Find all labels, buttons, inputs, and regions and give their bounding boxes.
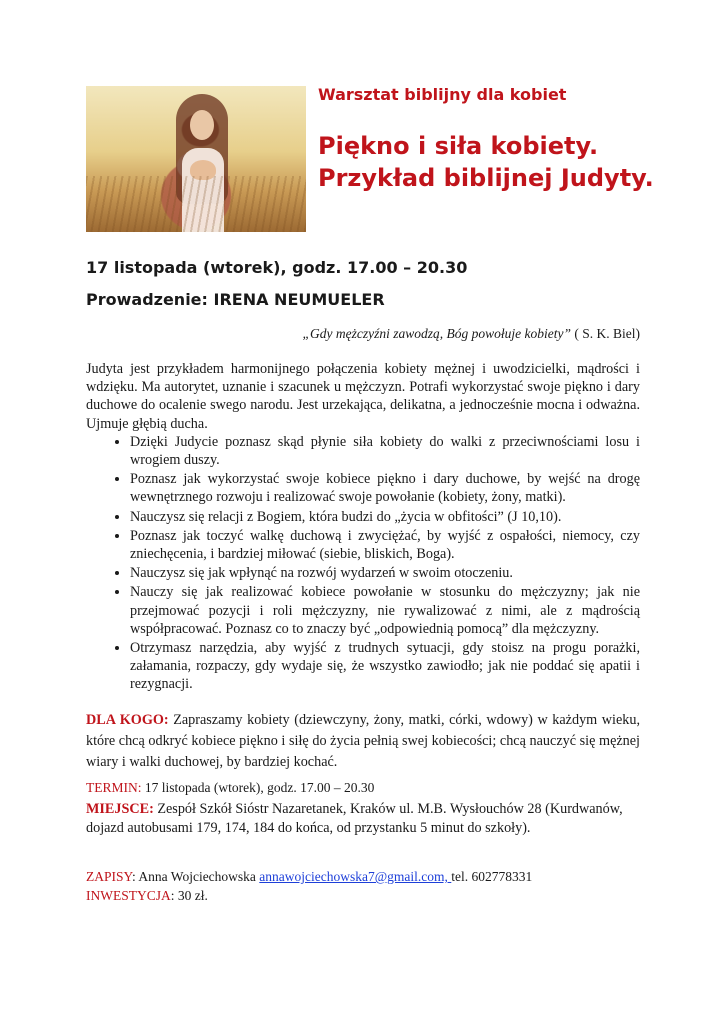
- list-item: • Otrzymasz narzędzia, aby wyjść z trudnych sytuacji, gdy stoisz na progu porażki, załamania, rozpaczy, gdy wydaje się, że wszystko zawiodło; jak nie poddać się apatii i rezygnacji.: [130, 639, 640, 694]
- title-line-1: Piękno i siła kobiety.: [318, 132, 599, 160]
- list-item: • Poznasz jak wykorzystać swoje kobiece piękno i dary duchowe, by wejść na drogę wewnętrznego rozwoju i realizować swoje powołanie (kobiety, żony, matki).: [130, 470, 640, 506]
- list-item: • Nauczy się jak realizować kobiece powołanie w stosunku do mężczyzny; jak nie przejmować pozycji i roli mężczyzny, nie rywalizować z nimi, ale z mądrością współpracować. Poznasz co to znaczy być „odpowiednią pomocą” dla mężczyzny.: [130, 583, 640, 638]
- event-date: 17 listopada (wtorek), godz. 17.00 – 20.30: [86, 258, 468, 277]
- audience-text: Zapraszamy kobiety (dziewczyny, żony, matki, córki, wdowy) w każdym wieku, które chcą odkryć kobiece piękno i siłę do życia pełnią swej kobiecości; chcą nauczyć się mężnej wiary i walki duchowej, by bardziej kochać.: [86, 712, 640, 770]
- list-item: • Nauczysz się relacji z Bogiem, która budzi do „życia w obfitości” (J 10,10).: [130, 508, 640, 526]
- email-link[interactable]: annawojciechowska7@gmail.com,: [259, 869, 452, 884]
- term-text: 17 listopada (wtorek), godz. 17.00 – 20.30: [141, 780, 375, 795]
- workshop-subtitle: Warsztat biblijny dla kobiet: [318, 85, 567, 104]
- signup-line: [86, 867, 532, 886]
- intro-paragraph: Judyta jest przykładem harmonijnego połączenia kobiety mężnej i uwodzicielki, mądrości i wdzięku. Ma autorytet, uznanie i szacunek u mężczyzn. Potrafi wykorzystać swoje piękno i dary duchowe do ocalenie swego narodu. Jest urzekająca, delikatna, a jednocześnie mocna i odważna. Ujmuje głębią ducha.: [86, 361, 640, 432]
- place-paragraph: [86, 800, 636, 837]
- phone-text: tel. 602778331: [451, 869, 533, 884]
- contact-section: [86, 867, 532, 905]
- audience-label: DLA KOGO:: [86, 712, 169, 728]
- title-line-2: Przykład biblijnej Judyty.: [318, 164, 654, 192]
- photo-grass-field: [86, 176, 306, 232]
- place-label: MIEJSCE:: [86, 801, 154, 817]
- woman-heart-hands-photo: [86, 86, 306, 232]
- place-text: Zespół Szkół Sióstr Nazaretanek, Kraków ul. M.B. Wysłouchów 28 (Kurdwanów, dojazd autobusami 179, 174, 184 do końca, od przystanku 5 minut do szkoły).: [86, 801, 623, 836]
- fee-line: [86, 886, 532, 905]
- description-section: [86, 360, 640, 695]
- quote-source: ( S. K. Biel): [571, 326, 640, 341]
- term-label: TERMIN:: [86, 780, 142, 795]
- list-item: • Nauczysz się jak wpłynąć na rozwój wydarzeń w swoim otoczeniu.: [130, 564, 640, 582]
- quote: [303, 326, 640, 342]
- list-item: • Poznasz jak toczyć walkę duchową i zwyciężać, by wyjść z ospałości, niemocy, czy zniechęcenia, i bardziej miłować (siebie, bliskich, Boga).: [130, 527, 640, 563]
- signup-text: : Anna Wojciechowska: [132, 869, 260, 884]
- page-title: [318, 130, 708, 194]
- list-item: • Dzięki Judycie poznasz skąd płynie siła kobiety do walki z przeciwnościami losu i wrogiem duszy.: [130, 433, 640, 469]
- benefits-list: [86, 433, 640, 694]
- fee-label: INWESTYCJA: [86, 888, 171, 903]
- quote-text: „Gdy mężczyźni zawodzą, Bóg powołuje kobiety”: [302, 326, 571, 341]
- term-line: [86, 780, 374, 796]
- fee-text: : 30 zł.: [170, 888, 208, 903]
- event-leader: Prowadzenie: IRENA NEUMUELER: [86, 290, 385, 309]
- signup-label: ZAPISY: [86, 869, 133, 884]
- audience-paragraph: [86, 710, 640, 773]
- photo-face-shape: [190, 110, 214, 140]
